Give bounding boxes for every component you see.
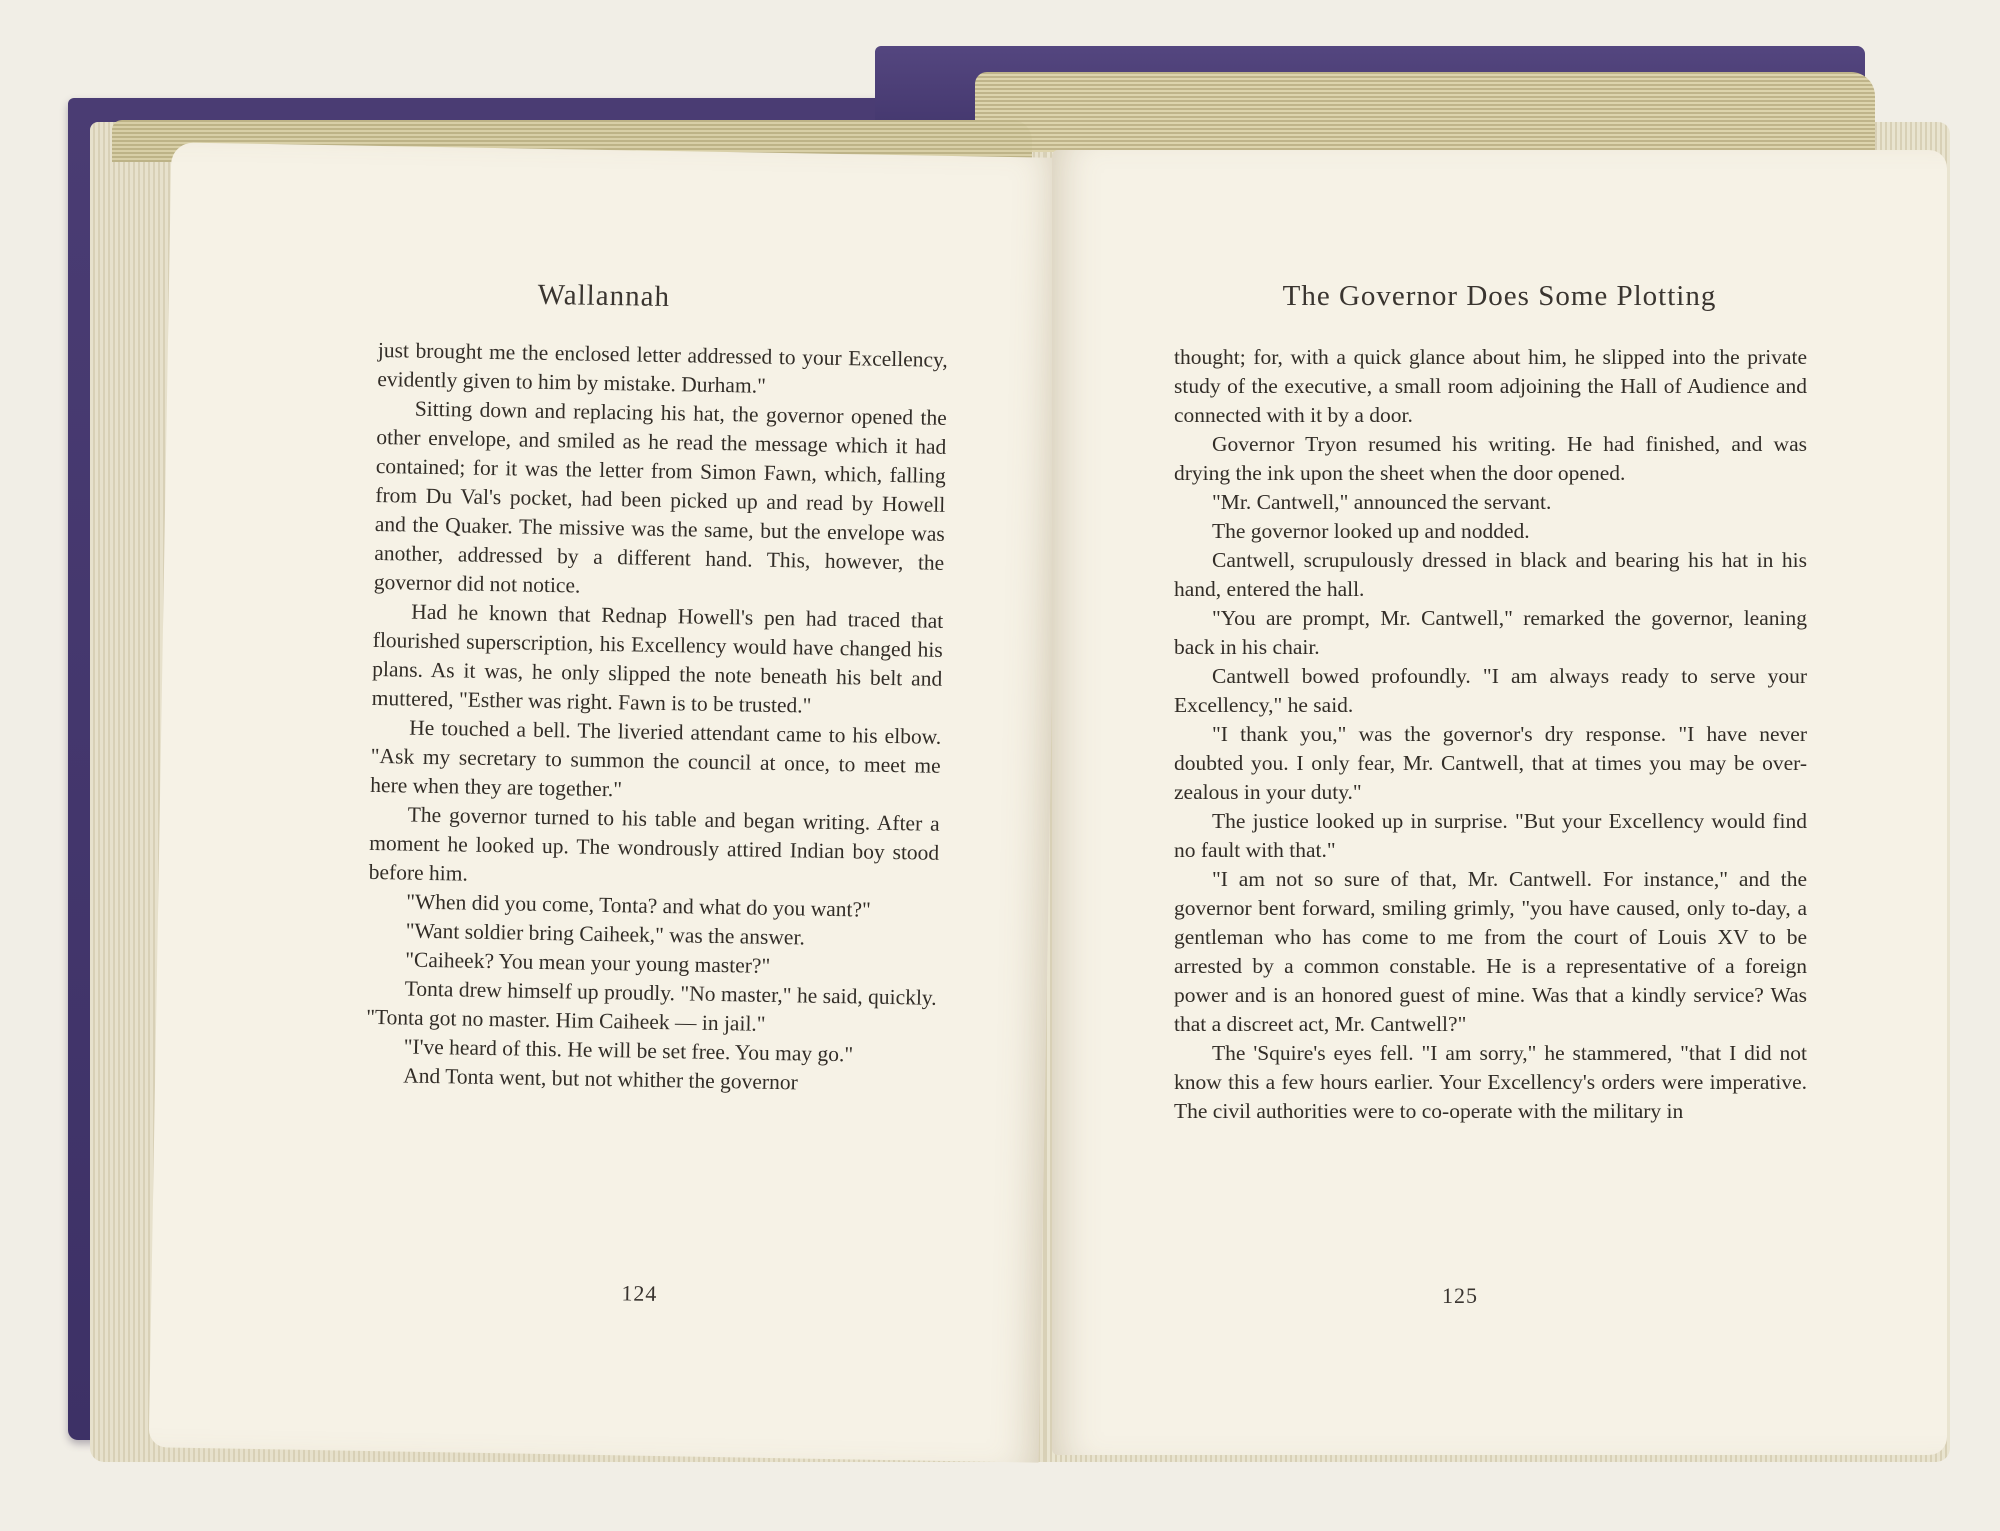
paragraph: Governor Tryon resumed his writing. He had finished, and was drying the ink upon the sheet when the door opened. [1174, 432, 1807, 485]
paragraph: "I am not so sure of that, Mr. Cantwell. For instance," and the governor bent forward, smiling grimly, "you have caused, only to-day, a gentleman who has come to me from the court of Louis XV to be arrested by a common constable. He is a representative of a foreign power and is an honored guest of mine. Was that a kindly service? Was that a discreet act, Mr. Cantwell?" [1174, 867, 1807, 1036]
page-number-right: 125 [1442, 1283, 1478, 1308]
paragraph: "When did you come, Tonta? and what do you want?" [406, 889, 872, 922]
paragraph: The governor looked up and nodded. [1212, 519, 1530, 543]
paragraph: "I thank you," was the governor's dry response. "I have never doubted you. I only fear, Mr. Cantwell, that at times you may be over-zealous in your duty." [1174, 722, 1807, 804]
paragraph: Had he known that Rednap Howell's pen had traced that flourished superscription, his Excellency would have changed his plans. As it was, he only slipped the note beneath his belt and muttered, "Esther was right. Fawn is to be trusted." [371, 599, 944, 718]
paragraph: "I've heard of this. He will be set free. You may go." [403, 1034, 854, 1067]
page-number-left: 124 [621, 1280, 658, 1306]
left-page [149, 142, 1062, 1462]
paragraph: Tonta drew himself up proudly. "No master," he said, quickly. "Tonta got no master. Him Caiheek — in jail." [366, 976, 937, 1036]
running-head-left: Wallannah [537, 278, 671, 314]
left-page-text [365, 336, 948, 1100]
paragraph: "Caiheek? You mean your young master?" [405, 947, 771, 978]
paragraph: Cantwell bowed profoundly. "I am always ready to serve your Excellency," he said. [1174, 664, 1807, 717]
right-page-text [1174, 343, 1807, 1126]
paragraph: The 'Squire's eyes fell. "I am sorry," he stammered, "that I did not know this a few hours earlier. Your Excellency's orders were imperative. The civil authorities were to co-operate with the military in [1174, 1041, 1807, 1123]
gilt-top-edge-right [975, 72, 1875, 152]
paragraph: The governor turned to his table and began writing. After a moment he looked up. The wondrously attired Indian boy stood before him. [368, 802, 940, 886]
paragraph: The justice looked up in surprise. "But your Excellency would find no fault with that." [1174, 809, 1807, 862]
paragraph: "Mr. Cantwell," announced the servant. [1212, 490, 1552, 514]
paragraph: "You are prompt, Mr. Cantwell," remarked the governor, leaning back in his chair. [1174, 606, 1807, 659]
running-head-right: The Governor Does Some Plotting [1282, 280, 1717, 312]
paragraph: Sitting down and replacing his hat, the governor opened the other envelope, and smiled as he read the message which it had contained; for it was the letter from Simon Fawn, which, falling from Du Val's pocket, had been picked up and read by Howell and the Quaker. The missive was the same, but the envelope was another, addressed by a different hand. This, however, the governor did not notice. [373, 396, 947, 598]
paragraph: thought; for, with a quick glance about him, he slipped into the private study of the executive, a small room adjoining the Hall of Audience and connected with it by a door. [1174, 345, 1807, 427]
paragraph: just brought me the enclosed letter addressed to your Excellency, evidently given to him by mistake. Durham." [377, 337, 948, 398]
paragraph: He touched a bell. The liveried attendant came to his elbow. "Ask my secretary to summon the council at once, to meet me here when they are together." [370, 715, 942, 802]
right-page [1052, 150, 1947, 1455]
paragraph: And Tonta went, but not whither the governor [402, 1063, 798, 1095]
paragraph: "Want soldier bring Caiheek," was the answer. [405, 918, 806, 950]
paragraph: Cantwell, scrupulously dressed in black and bearing his hat in his hand, entered the hall. [1174, 548, 1807, 601]
